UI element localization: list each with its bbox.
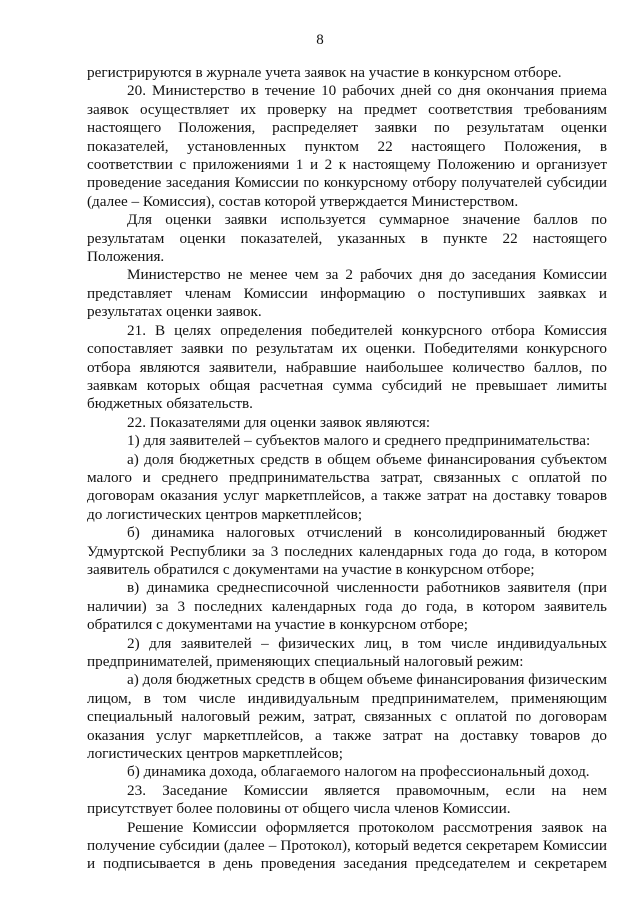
paragraph: б) динамика налоговых отчислений в консолидированный бюджет Удмуртской Республики за 3 последних календарных года до года, в котором заявитель обратился с документами на участие в конкурсном отборе;: [87, 524, 607, 578]
paragraph: 23. Заседание Комиссии является правомочным, если на нем присутствует более половины от общего числа членов Комиссии.: [87, 781, 607, 818]
paragraph: а) доля бюджетных средств в общем объеме финансирования субъектом малого и среднего предпринимательства затрат, связанных с оплатой по договорам оказания услуг маркетплейсов, а также затрат на доставку товаров до логистических центров маркетплейсов;: [87, 450, 607, 523]
paragraph: 22. Показателями для оценки заявок являются:: [127, 413, 431, 431]
paragraph: Для оценки заявки используется суммарное значение баллов по результатам оценки показателей, указанных в пункте 22 настоящего Положения.: [87, 211, 607, 266]
paragraph: 21. В целях определения победителей конкурсного отбора Комиссия сопоставляет заявки по результатам их оценки. Победителями конкурсного отбора являются заявители, набравшие наибольшее количество баллов, по заявкам которых общая расчетная сумма субсидий не превышает лимиты бюджетных обязательств.: [87, 321, 607, 413]
paragraph: а) доля бюджетных средств в общем объеме финансирования физическим лицом, в том числе индивидуальным предпринимателем, применяющим специальный налоговый режим, затрат, связанных с оплатой по договорам оказания услуг маркетплейсов, а также затрат на доставку товаров до логистических центров маркетплейсов;: [87, 671, 607, 763]
paragraph: в) динамика среднесписочной численности работников заявителя (при наличии) за 3 последних календарных года до года, в котором заявитель обратился с документами на участие в конкурсном отборе;: [87, 579, 607, 634]
paragraph: Министерство не менее чем за 2 рабочих дня до заседания Комиссии представляет членам Комиссии информацию о поступивших заявках и результатах оценки заявок.: [87, 266, 607, 321]
paragraph: регистрируются в журнале учета заявок на участие в конкурсном отборе.: [87, 64, 562, 81]
paragraph: 20. Министерство в течение 10 рабочих дней со дня окончания приема заявок осуществляет их проверку на предмет соответствия требованиям настоящего Положения, распределяет заявки по результатам оценки показателей, установленных пунктом 22 настоящего Положения, в соответствии с приложениями 1 и 2 к настоящему Положению и организует проведение заседания Комиссии по конкурсному отбору получателей субсидии (далее – Комиссия), состав которой утверждается Министерством.: [87, 82, 607, 210]
paragraph: Решение Комиссии оформляется протоколом рассмотрения заявок на получение субсидии (далее – Протокол), который ведется секретарем Комиссии и подписывается в день проведения заседания председателем и секретарем: [87, 818, 607, 873]
paragraph: 1) для заявителей – субъектов малого и среднего предпринимательства:: [127, 432, 591, 450]
paragraph: б) динамика дохода, облагаемого налогом на профессиональный доход.: [127, 763, 590, 781]
page-number: 8: [316, 32, 324, 48]
document-body: [87, 64, 607, 874]
paragraph: 2) для заявителей – физических лиц, в том числе индивидуальных предпринимателей, применяющих специальный налоговый режим:: [87, 634, 607, 670]
